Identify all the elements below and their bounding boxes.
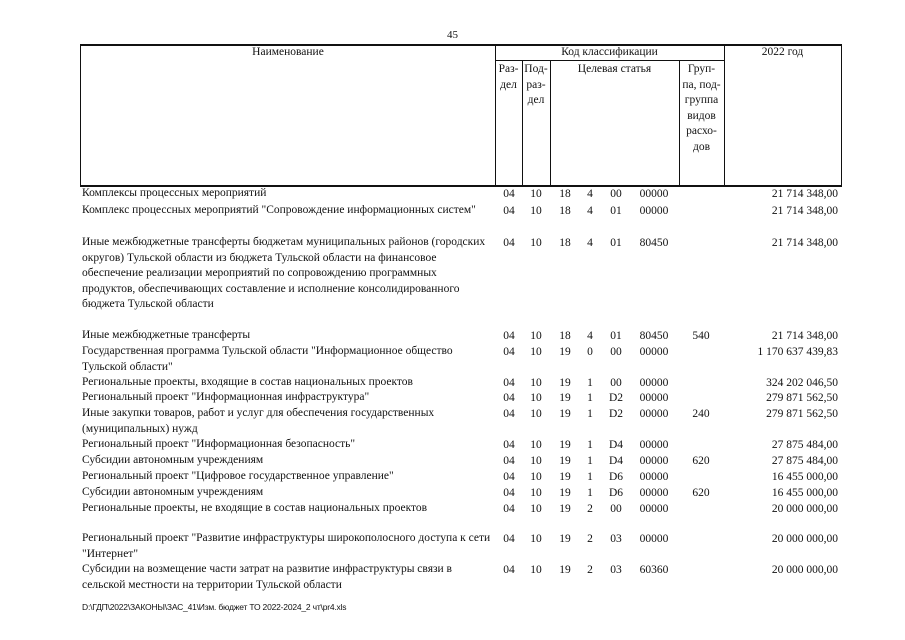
row-b-cell: 4 [587, 330, 593, 342]
row-d-cell: 00000 [639, 392, 669, 404]
row-a-cell: 19 [559, 377, 571, 389]
row-name: Комплексы процессных мероприятий [82, 187, 267, 199]
row-name: Региональный проект "Информационная инфраструктура" [82, 391, 370, 403]
row-name: Региональные проекты, не входящие в состав национальных проектов [82, 502, 428, 514]
row-vr-cell: 540 [692, 330, 710, 342]
row-a-cell: 19 [559, 487, 571, 499]
row-pr-cell: 10 [530, 392, 542, 404]
row-pr-cell: 10 [530, 188, 542, 200]
column-divider-name [80, 44, 81, 186]
row-a-cell: 19 [559, 471, 571, 483]
row-rz-cell: 04 [503, 471, 515, 483]
row-d-cell: 00000 [639, 377, 669, 389]
row-a-cell: 19 [559, 346, 571, 358]
row-name: Комплекс процессных мероприятий "Сопровождение информационных систем" [82, 204, 476, 216]
row-c-cell: 00 [610, 346, 622, 358]
row-name: Региональный проект "Развитие инфраструктуры широкополосного доступа к сети "Интернет" [82, 532, 491, 560]
row-b-cell: 2 [587, 503, 593, 515]
row-b-cell: 4 [587, 205, 593, 217]
header-name: Наименование [252, 46, 324, 58]
row-b-cell: 4 [587, 188, 593, 200]
row-sum-cell: 16 455 000,00 [771, 487, 838, 499]
row-name: Региональные проекты, входящие в состав национальных проектов [82, 376, 413, 388]
row-b-cell: 1 [587, 377, 593, 389]
row-a-cell: 18 [559, 188, 571, 200]
row-pr-cell: 10 [530, 471, 542, 483]
row-sum-cell: 1 170 637 439,83 [757, 346, 838, 358]
row-rz-cell: 04 [503, 346, 515, 358]
row-name: Субсидии на возмещение части затрат на развитие инфраструктуры связи в сельской местности на территории Тульской области [82, 563, 452, 591]
row-b-cell: 1 [587, 471, 593, 483]
row-vr-cell: 620 [692, 487, 710, 499]
row-pr-cell: 10 [530, 377, 542, 389]
row-a-cell: 19 [559, 455, 571, 467]
table-right-border [841, 44, 842, 186]
row-sum-cell: 20 000 000,00 [771, 533, 838, 545]
row-rz-cell: 04 [503, 564, 515, 576]
row-name: Региональный проект "Цифровое государственное управление" [82, 470, 394, 482]
row-c-cell: 03 [610, 564, 622, 576]
header-section: Раз- дел [498, 63, 519, 91]
row-name: Субсидии автономным учреждениям [82, 454, 264, 466]
column-divider-year [724, 44, 725, 186]
row-d-cell: 00000 [639, 471, 669, 483]
row-d-cell: 00000 [639, 439, 669, 451]
row-sum-cell: 21 714 348,00 [771, 330, 838, 342]
row-a-cell: 18 [559, 205, 571, 217]
row-rz-cell: 04 [503, 188, 515, 200]
row-d-cell: 00000 [639, 408, 669, 420]
row-pr-cell: 10 [530, 564, 542, 576]
row-b-cell: 1 [587, 408, 593, 420]
row-vr-cell: 620 [692, 455, 710, 467]
row-d-cell: 00000 [639, 346, 669, 358]
row-pr-cell: 10 [530, 408, 542, 420]
row-b-cell: 4 [587, 237, 593, 249]
row-sum-cell: 21 714 348,00 [771, 237, 838, 249]
row-rz-cell: 04 [503, 377, 515, 389]
row-a-cell: 19 [559, 533, 571, 545]
row-rz-cell: 04 [503, 237, 515, 249]
row-a-cell: 18 [559, 237, 571, 249]
row-a-cell: 18 [559, 330, 571, 342]
column-divider-target [550, 60, 551, 186]
row-a-cell: 19 [559, 392, 571, 404]
row-name: Иные межбюджетные трансферты бюджетам муниципальных районов (городских округов) Тульской области из бюджета Тульской области на финансовое обеспечение реализации мероприятий по сопровождению программных продуктов, обеспечивающих составление и исполнение консолидированного бюджета Тульской области [82, 236, 486, 311]
row-name: Иные межбюджетные трансферты [82, 329, 251, 341]
row-pr-cell: 10 [530, 237, 542, 249]
row-pr-cell: 10 [530, 455, 542, 467]
row-rz-cell: 04 [503, 330, 515, 342]
row-d-cell: 00000 [639, 487, 669, 499]
row-rz-cell: 04 [503, 487, 515, 499]
row-name: Государственная программа Тульской области "Информационное общество Тульской области" [82, 345, 453, 373]
header-year: 2022 год [761, 46, 804, 58]
row-sum-cell: 21 714 348,00 [771, 188, 838, 200]
row-c-cell: D6 [608, 487, 624, 499]
row-pr-cell: 10 [530, 346, 542, 358]
row-rz-cell: 04 [503, 408, 515, 420]
row-a-cell: 19 [559, 564, 571, 576]
row-pr-cell: 10 [530, 487, 542, 499]
row-c-cell: 00 [610, 377, 622, 389]
row-c-cell: D2 [608, 392, 624, 404]
row-c-cell: D2 [608, 408, 624, 420]
row-sum-cell: 324 202 046,50 [766, 377, 838, 389]
page-number: 45 [447, 29, 458, 41]
file-path-footer: D:\ГДП\2022\ЗАКОНЫ\ЗАС_41\Изм. бюджет ТО 2022-2024_2 чт\pr4.xls [82, 602, 347, 612]
row-c-cell: 01 [610, 205, 622, 217]
row-a-cell: 19 [559, 439, 571, 451]
row-c-cell: 01 [610, 330, 622, 342]
row-d-cell: 00000 [639, 533, 669, 545]
row-c-cell: D4 [608, 439, 624, 451]
row-d-cell: 00000 [639, 205, 669, 217]
row-b-cell: 2 [587, 533, 593, 545]
row-sum-cell: 20 000 000,00 [771, 503, 838, 515]
row-b-cell: 1 [587, 392, 593, 404]
header-group: Груп- па, под- группа видов расхо- дов [682, 63, 721, 153]
row-c-cell: 03 [610, 533, 622, 545]
row-c-cell: 00 [610, 188, 622, 200]
row-rz-cell: 04 [503, 205, 515, 217]
row-pr-cell: 10 [530, 439, 542, 451]
row-name: Региональный проект "Информационная безопасность" [82, 438, 356, 450]
row-pr-cell: 10 [530, 205, 542, 217]
row-sum-cell: 16 455 000,00 [771, 471, 838, 483]
row-d-cell: 00000 [639, 188, 669, 200]
header-subsection: Под- раз- дел [524, 63, 548, 106]
row-vr-cell: 240 [692, 408, 710, 420]
row-c-cell: D6 [608, 471, 624, 483]
row-pr-cell: 10 [530, 330, 542, 342]
row-b-cell: 1 [587, 455, 593, 467]
row-rz-cell: 04 [503, 455, 515, 467]
row-pr-cell: 10 [530, 533, 542, 545]
row-sum-cell: 279 871 562,50 [766, 392, 838, 404]
row-c-cell: 00 [610, 503, 622, 515]
row-sum-cell: 20 000 000,00 [771, 564, 838, 576]
row-c-cell: 01 [610, 237, 622, 249]
row-sum-cell: 279 871 562,50 [766, 408, 838, 420]
row-d-cell: 80450 [639, 330, 669, 342]
header-code: Код классификации [561, 46, 658, 58]
row-rz-cell: 04 [503, 533, 515, 545]
row-rz-cell: 04 [503, 439, 515, 451]
row-d-cell: 00000 [639, 503, 669, 515]
row-b-cell: 1 [587, 487, 593, 499]
row-rz-cell: 04 [503, 503, 515, 515]
row-b-cell: 1 [587, 439, 593, 451]
row-sum-cell: 21 714 348,00 [771, 205, 838, 217]
row-d-cell: 60360 [639, 564, 669, 576]
row-sum-cell: 27 875 484,00 [771, 455, 838, 467]
row-name: Субсидии автономным учреждениям [82, 486, 264, 498]
row-rz-cell: 04 [503, 392, 515, 404]
row-d-cell: 80450 [639, 237, 669, 249]
row-d-cell: 00000 [639, 455, 669, 467]
row-b-cell: 2 [587, 564, 593, 576]
row-pr-cell: 10 [530, 503, 542, 515]
row-name: Иные закупки товаров, работ и услуг для обеспечения государственных (муниципальных) нужд [82, 407, 435, 435]
row-a-cell: 19 [559, 408, 571, 420]
row-b-cell: 0 [587, 346, 593, 358]
row-sum-cell: 27 875 484,00 [771, 439, 838, 451]
header-target: Целевая статья [577, 63, 652, 75]
row-c-cell: D4 [608, 455, 624, 467]
row-a-cell: 19 [559, 503, 571, 515]
